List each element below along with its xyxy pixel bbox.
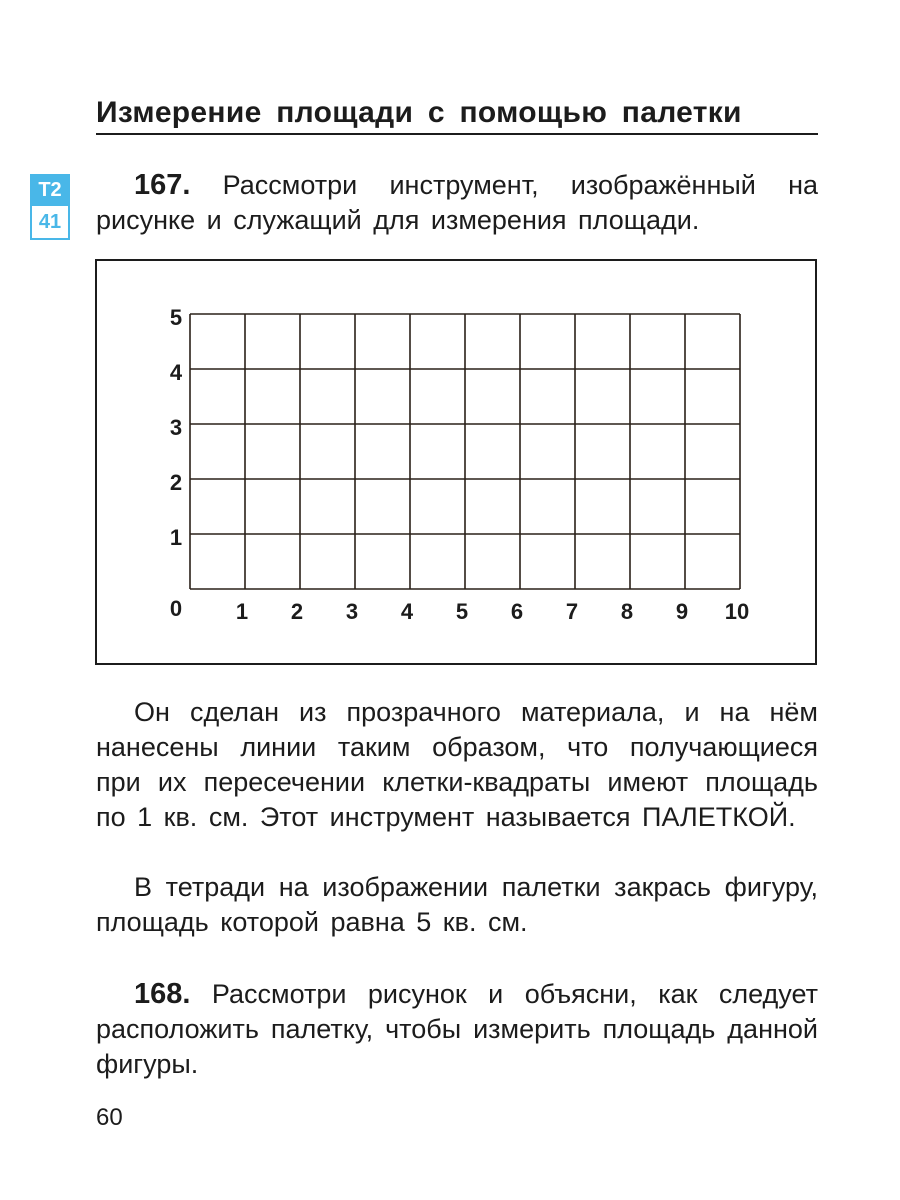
x-axis-label: 1 — [235, 599, 249, 624]
badge-notebook-label: Т2 — [30, 174, 70, 206]
x-axis-label: 10 — [724, 599, 750, 624]
heading-underline — [96, 133, 818, 135]
badge-page-label: 41 — [30, 206, 70, 240]
y-axis-label: 5 — [169, 305, 183, 330]
x-axis-label: 4 — [400, 599, 414, 624]
y-axis-label: 2 — [169, 470, 183, 495]
x-axis-label: 7 — [565, 599, 579, 624]
y-axis-label: 4 — [169, 360, 183, 385]
task-168-text: Рассмотри рисунок и объясни, как следует расположить палетку, чтобы измерить площадь данной фигуры. — [96, 979, 818, 1079]
page-number: 60 — [96, 1104, 123, 1131]
y-axis-label: 1 — [169, 525, 183, 550]
task-167 — [96, 168, 818, 238]
x-axis-label: 9 — [675, 599, 689, 624]
task-168-number: 168. — [134, 978, 191, 1010]
workbook-reference-badge — [30, 174, 70, 240]
x-axis-label: 6 — [510, 599, 524, 624]
palette-grid — [97, 261, 815, 663]
paragraph-task-instruction: В тетради на изображении палетки закрась фигуру, площадь которой равна 5 кв. см. — [96, 872, 818, 937]
x-axis-label: 2 — [290, 599, 304, 624]
task-167-text: Рассмотри инструмент, изображённый на рисунке и служащий для измерения площади. — [96, 170, 818, 235]
x-axis-label: 0 — [169, 596, 183, 621]
paragraph-palette-description: Он сделан из прозрачного материала, и на нём нанесены линии таким образом, что получающиеся при их пересечении клетки-квадраты имеют площадь по 1 кв. см. Этот инструмент называется ПАЛЕТКОЙ. — [96, 697, 818, 832]
task-168 — [96, 977, 818, 1082]
x-axis-label: 5 — [455, 599, 469, 624]
y-axis-label: 3 — [169, 415, 183, 440]
palette-figure — [95, 259, 817, 665]
x-axis-label: 3 — [345, 599, 359, 624]
section-heading: Измерение площади с помощью палетки — [96, 96, 742, 129]
x-axis-label: 8 — [620, 599, 634, 624]
task-167-number: 167. — [134, 169, 191, 201]
